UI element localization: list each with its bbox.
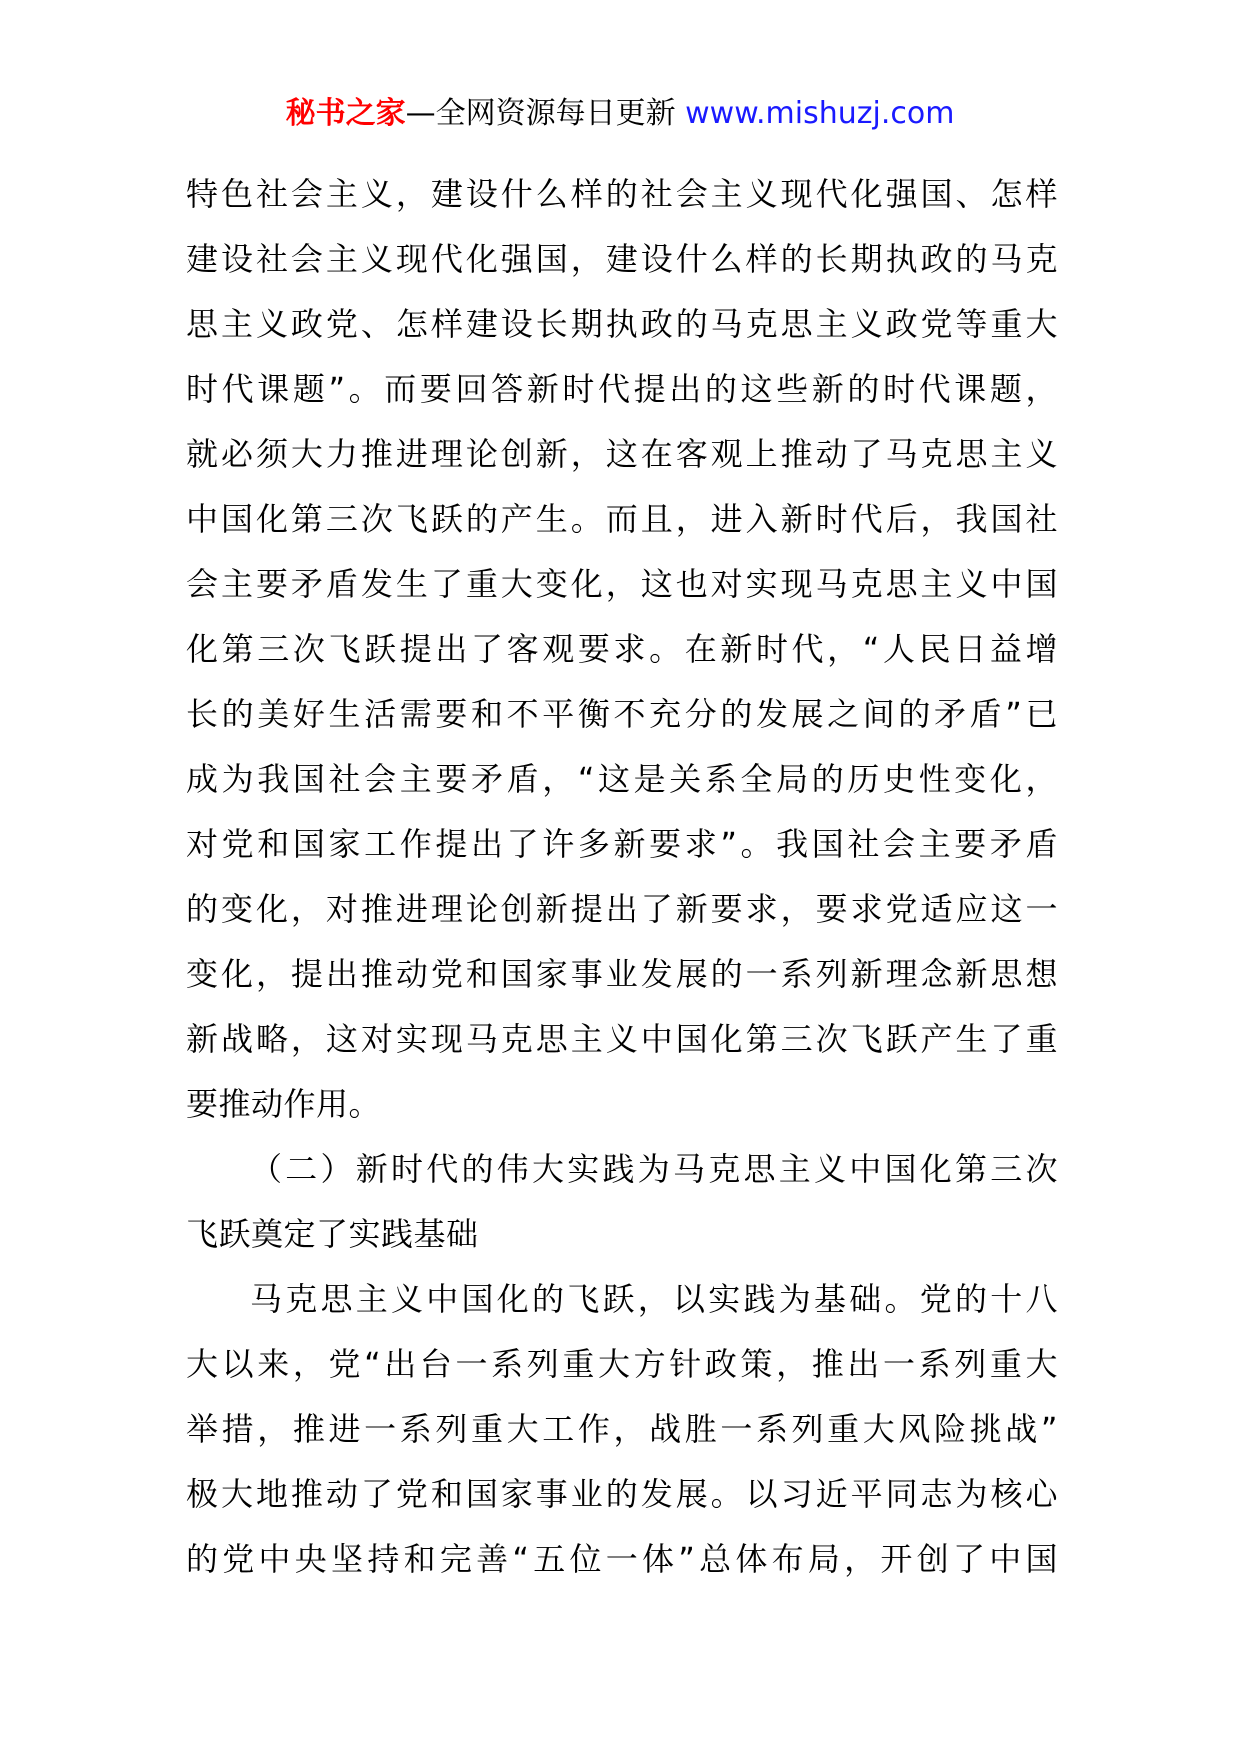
text-line: 变化，提出推动党和国家事业发展的一系列新理念新思想 <box>186 955 1058 993</box>
text-line: 的党中央坚持和完善“五位一体”总体布局，开创了中国 <box>186 1540 1058 1578</box>
text-line: 时代课题”。而要回答新时代提出的这些新的时代课题， <box>186 370 1058 408</box>
header-tagline: —全网资源每日更新 <box>405 96 686 131</box>
page-header <box>0 92 1240 136</box>
text-line: 长的美好生活需要和不平衡不充分的发展之间的矛盾”已 <box>186 695 1058 733</box>
brand-name: 秘书之家 <box>285 96 406 131</box>
text-line: 大以来，党“出台一系列重大方针政策，推出一系列重大 <box>186 1345 1058 1383</box>
text-line: 的变化，对推进理论创新提出了新要求，要求党适应这一 <box>186 890 1058 928</box>
section-heading: （二）新时代的伟大实践为马克思主义中国化第三次 <box>250 1150 1058 1188</box>
text-line: 建设社会主义现代化强国，建设什么样的长期执政的马克 <box>186 240 1058 278</box>
text-line: 化第三次飞跃提出了客观要求。在新时代，“人民日益增 <box>186 630 1058 668</box>
text-line: 新战略，这对实现马克思主义中国化第三次飞跃产生了重 <box>186 1020 1058 1058</box>
text-line: 就必须大力推进理论创新，这在客观上推动了马克思主义 <box>186 435 1058 473</box>
text-line: 会主要矛盾发生了重大变化，这也对实现马克思主义中国 <box>186 565 1058 603</box>
text-line: 极大地推动了党和国家事业的发展。以习近平同志为核心 <box>186 1475 1058 1513</box>
text-line: 中国化第三次飞跃的产生。而且，进入新时代后，我国社 <box>186 500 1058 538</box>
text-line: 对党和国家工作提出了许多新要求”。我国社会主要矛盾 <box>186 825 1058 863</box>
site-url-link[interactable]: www.mishuzj.com <box>685 96 955 131</box>
text-line: 思主义政党、怎样建设长期执政的马克思主义政党等重大 <box>186 305 1058 343</box>
section-heading-continued: 飞跃奠定了实践基础 <box>186 1215 479 1253</box>
text-line: 成为我国社会主要矛盾，“这是关系全局的历史性变化， <box>186 760 1058 798</box>
text-line: 特色社会主义，建设什么样的社会主义现代化强国、怎样 <box>186 175 1058 213</box>
text-line: 举措，推进一系列重大工作，战胜一系列重大风险挑战” <box>186 1410 1058 1448</box>
text-line: 马克思主义中国化的飞跃，以实践为基础。党的十八 <box>250 1280 1058 1318</box>
text-line: 要推动作用。 <box>186 1085 382 1123</box>
document-body <box>186 162 1058 1592</box>
